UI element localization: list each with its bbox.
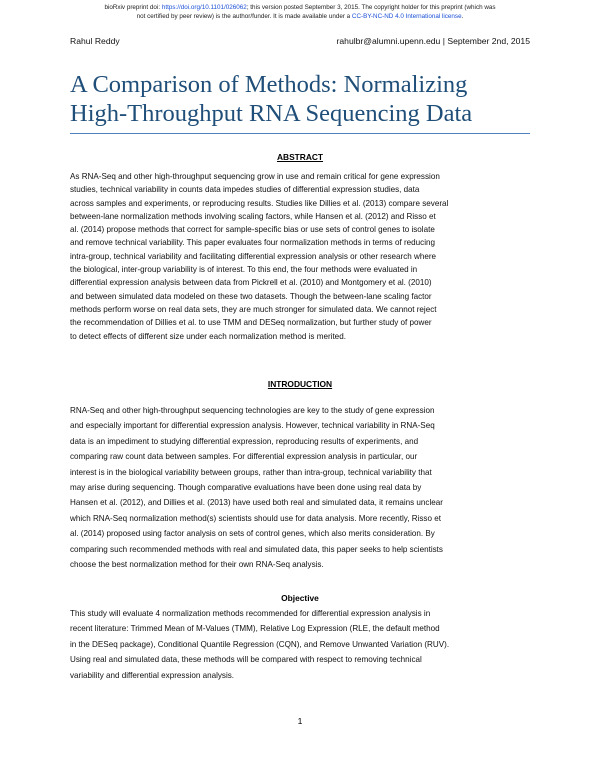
objective-paragraph (70, 606, 532, 683)
abstract-line: across samples and experiments, or reproducing results. Studies like Dillies et al. (2013) compare several (70, 198, 449, 208)
title-line-1: A Comparison of Methods: Normalizing (70, 71, 468, 98)
abstract-paragraph (70, 170, 532, 343)
abstract-line: al. (2014) propose methods that correct for sample-specific bias or use sets of control genes to isolate (70, 225, 435, 235)
objective-line: variability and differential expression analysis. (70, 670, 235, 680)
introduction-line: al. (2014) proposed using factor analysis on sets of control genes, which also merits consideration. By (70, 529, 435, 539)
license-link[interactable]: CC-BY-NC-ND 4.0 International license (351, 13, 462, 20)
abstract-line: the biological, inter-group variability is of interest. To this end, the four methods were evaluated in (70, 265, 418, 275)
introduction-line: which RNA-Seq normalization method(s) scientists should use for data analysis. More recently, Risso et (70, 513, 441, 523)
introduction-line: comparing such recommended methods with real and simulated data, this paper seeks to help scientists (70, 544, 443, 554)
abstract-line: methods perform worse on real data sets, they are much stronger for simulated data. We cannot reject (70, 304, 437, 314)
objective-line: Using real and simulated data, these methods will be compared with respect to removing technical (70, 655, 422, 665)
abstract-line: the recommendation of Dillies et al. to use TMM and DESeq normalization, but further study of power (70, 318, 432, 328)
preprint-notice (0, 3, 600, 21)
abstract-line: differential expression analysis between data from Pickrell et al. (2010) and Montgomery et al. (2010) (70, 278, 432, 288)
introduction-line: Hansen et al. (2012), and Dillies et al. (2013) have used both real and simulated data, it remains unclear (70, 498, 443, 508)
running-header (70, 36, 530, 46)
objective-line: recent literature: Trimmed Mean of M-Values (TMM), Relative Log Expression (RLE, the default method (70, 624, 440, 634)
title-line-2: High-Throughput RNA Sequencing Data (70, 100, 473, 127)
introduction-paragraph (70, 403, 532, 572)
abstract-line: to detect effects of different size under each normalization method is merited. (70, 331, 346, 341)
objective-line: in the DESeq package), Conditional Quantile Regression (CQN), and Remove Unwanted Variation (RUV). (70, 639, 450, 649)
introduction-line: interest is in the biological variability between groups, rather than intra-group, technical variability that (70, 467, 432, 477)
author-name: Rahul Reddy (70, 36, 120, 46)
preprint-notice-line-2 (0, 12, 600, 21)
abstract-line: intra-group, technical variability and facilitating differential expression analysis or other research where (70, 251, 437, 261)
abstract-heading: ABSTRACT (276, 152, 324, 162)
abstract-line: studies, technical variability in counts data impedes studies of differential expression studies, data (70, 185, 420, 195)
title-divider (70, 133, 530, 134)
notice-suffix: . (461, 13, 464, 20)
objective-heading: Objective (281, 593, 319, 603)
abstract-line: between-lane normalization methods involving scaling factors, while Hansen et al. (2012) and Risso et (70, 211, 436, 221)
notice-prefix: bioRxiv preprint doi: (104, 4, 162, 11)
page-number: 1 (297, 716, 303, 726)
paper-title (70, 70, 540, 128)
introduction-line: RNA-Seq and other high-throughput sequencing technologies are key to the study of gene expression (70, 406, 435, 415)
introduction-line: data is an impediment to studying differential expression, reproducing results of experiments, and (70, 436, 419, 446)
abstract-line: and remove technical variability. This paper evaluates four normalization methods in terms of reducing (70, 238, 436, 248)
abstract-line: and between simulated data modeled on these two datasets. Though the between-lane scaling factor (70, 291, 432, 301)
notice-version-text: ; this version posted September 3, 2015. The copyright holder for this preprint (which was (246, 4, 496, 11)
introduction-line: may arise during sequencing. Though comparative evaluations have been done using real data by (70, 483, 422, 493)
introduction-line: choose the best normalization method for their own RNA-Seq analysis. (70, 560, 324, 570)
author-email-date: rahulbr@alumni.upenn.edu | September 2nd, 2015 (336, 36, 530, 46)
introduction-line: and especially important for differential expression analysis. However, technical variability in RNA-Seq (70, 421, 435, 431)
preprint-notice-line-1 (0, 3, 600, 12)
objective-line: This study will evaluate 4 normalization methods recommended for differential expression analysis in (70, 609, 431, 618)
introduction-line: comparing raw count data between samples. For differential expression analysis in particular, our (70, 452, 418, 462)
notice-license-prefix: not certified by peer review) is the author/funder. It is made available under a (136, 13, 352, 20)
abstract-line: As RNA-Seq and other high-throughput sequencing grow in use and remain critical for gene expression (70, 172, 440, 181)
doi-link[interactable]: https://doi.org/10.1101/026062 (161, 4, 247, 11)
introduction-heading: INTRODUCTION (267, 379, 333, 389)
